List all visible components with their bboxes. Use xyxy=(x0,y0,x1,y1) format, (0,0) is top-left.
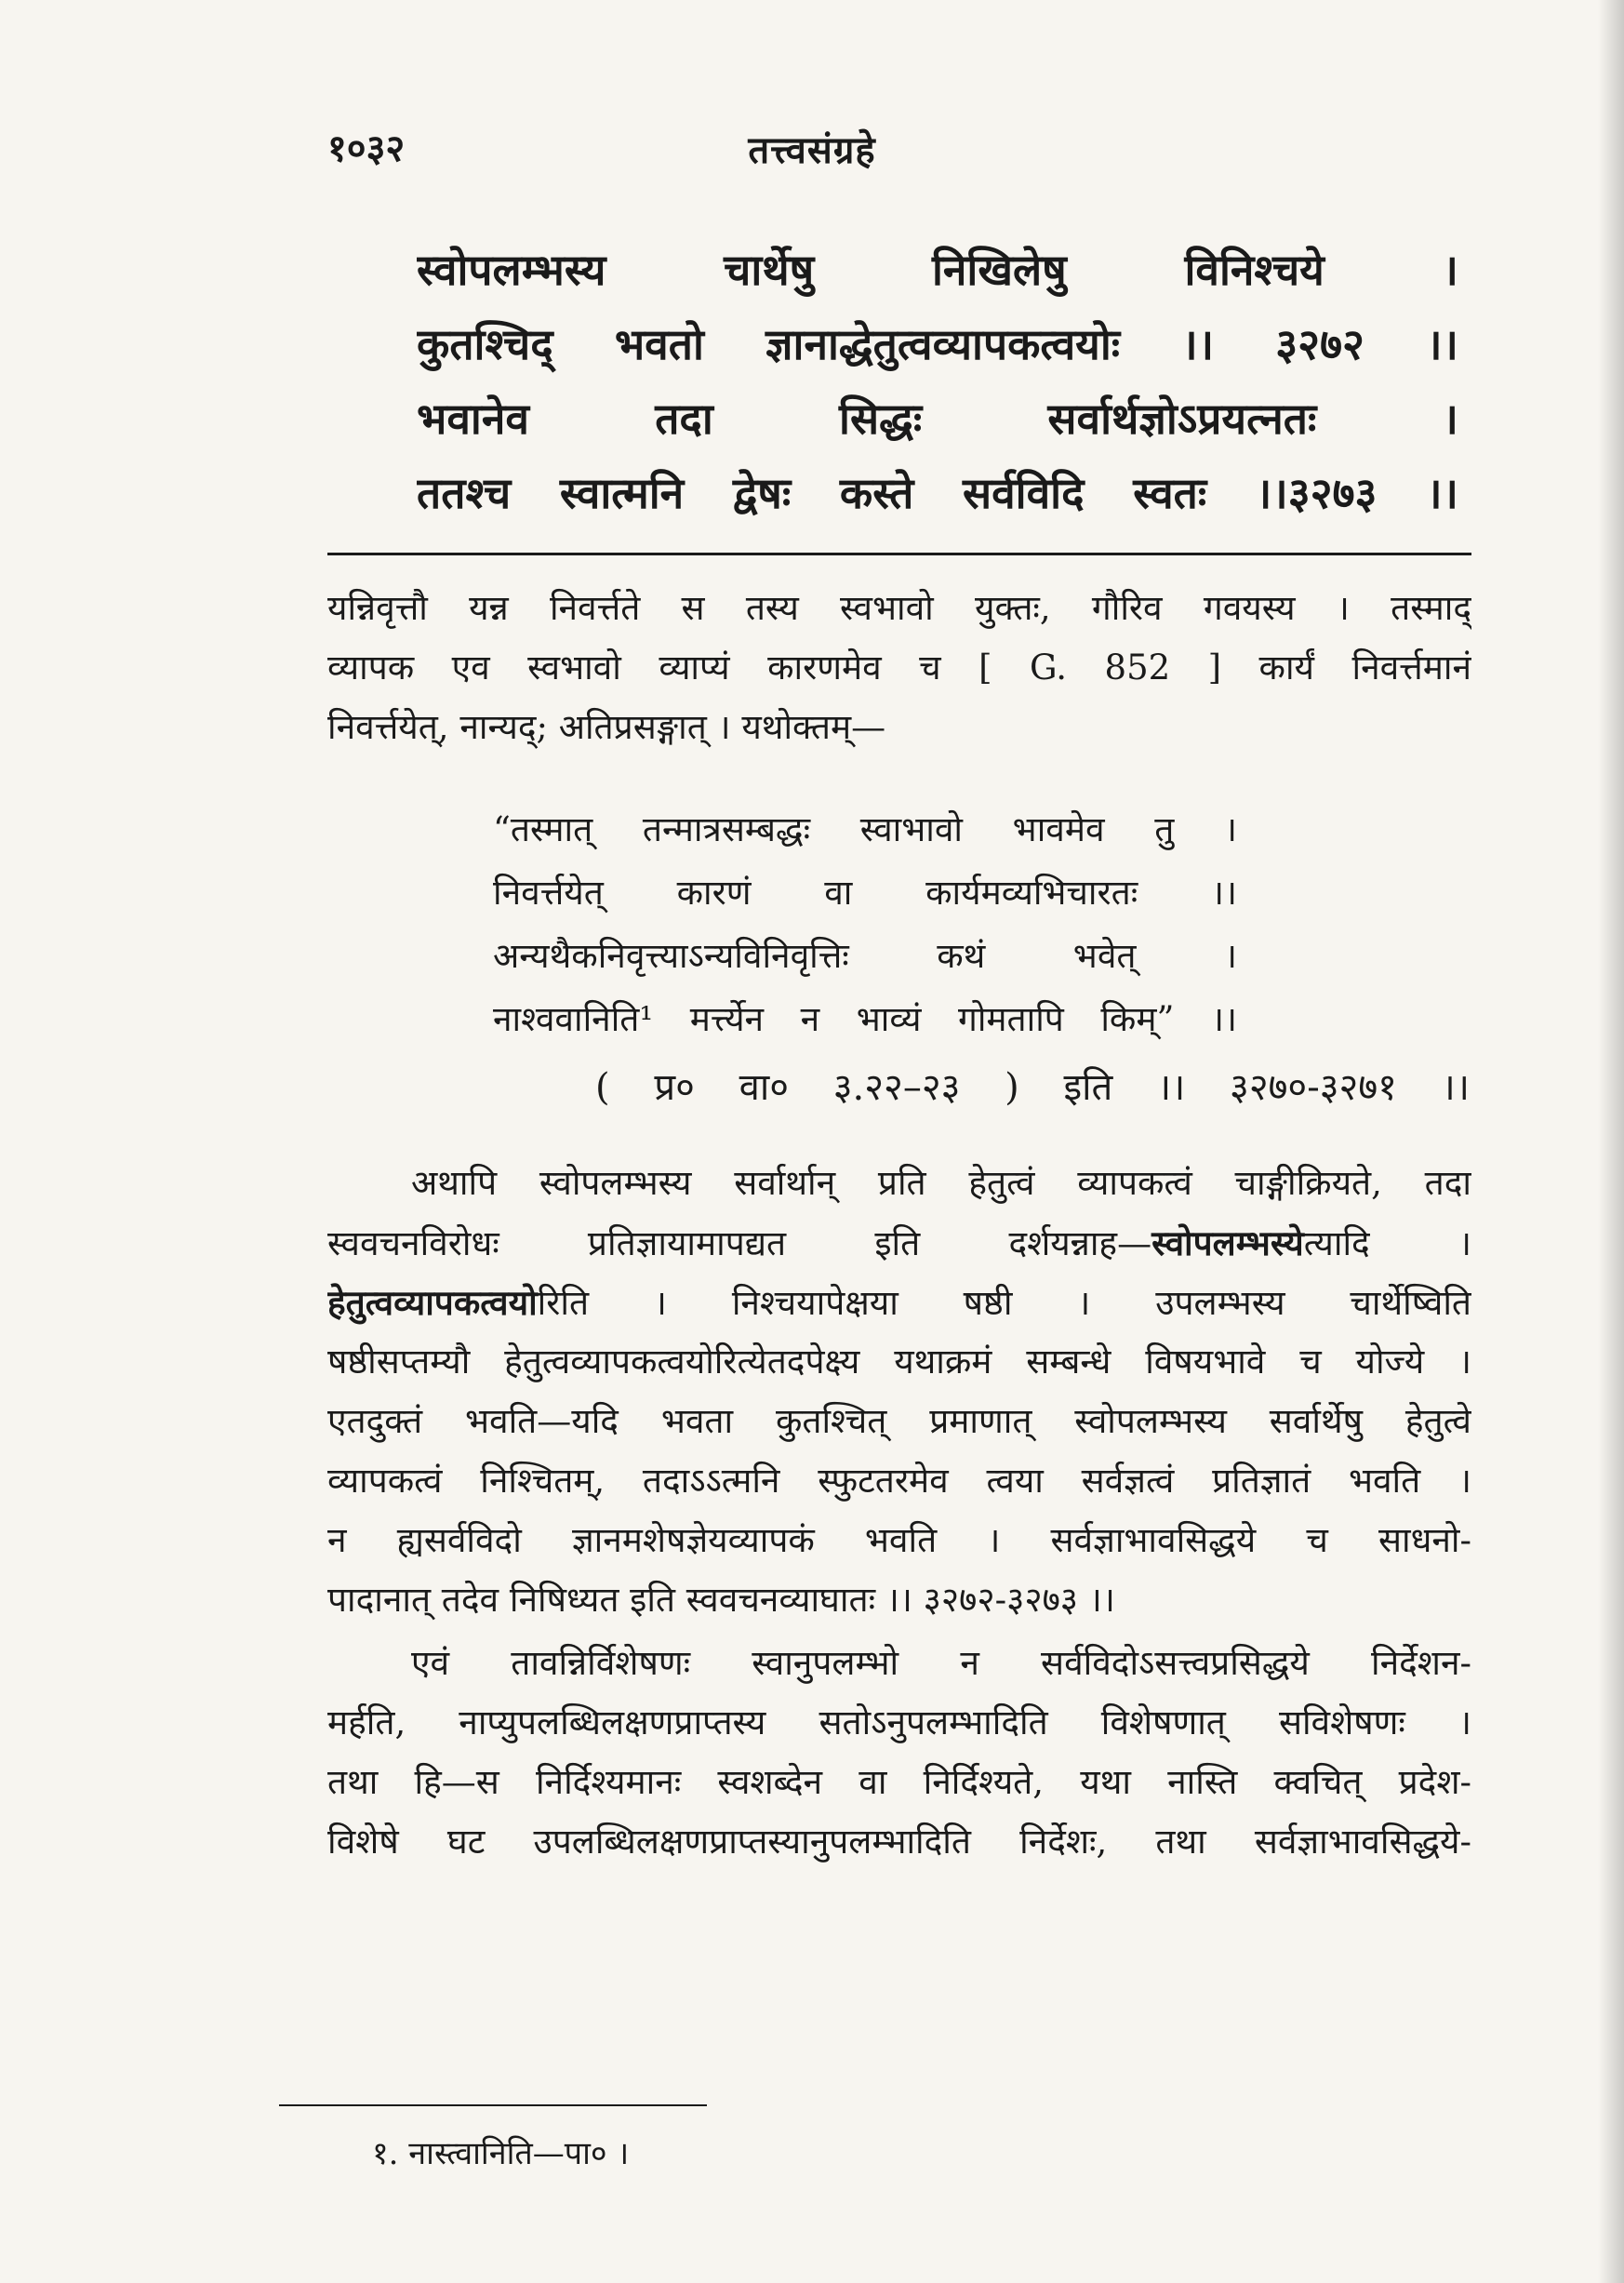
commentary-paragraph-3 xyxy=(327,1634,1471,1872)
commentary-line: तथा हि—स निर्दिश्यमानः स्वशब्देन वा निर्दिश्यते, यथा नास्ति क्वचित् प्रदेश- xyxy=(327,1762,1471,1802)
commentary-line: मर्हति, नाप्युपलब्धिलक्षणप्राप्तस्य सतोऽनुपलम्भादिति विशेषणात् सविशेषणः । xyxy=(327,1702,1471,1742)
page-number: १०३२ xyxy=(327,127,406,170)
commentary-line: षष्ठीसप्तम्यौ हेतुत्वव्यापकत्वयोरित्येतदपेक्ष्य यथाक्रमं सम्बन्धे विषयभावे च योज्ये । xyxy=(327,1342,1471,1382)
quote-line: नाश्ववानिति¹ मर्त्त्येन न भाव्यं गोमतापि किम्” ।। xyxy=(493,999,1237,1039)
quote-reference: ( प्र० वा० ३.२२–२३ ) इति ।। ३२७०-३२७१ ।। xyxy=(595,1066,1470,1109)
commentary-paragraph-2 xyxy=(327,1154,1471,1630)
footnote-divider xyxy=(279,2104,707,2106)
verse-line: स्वोपलम्भस्य चार्थेषु निखिलेषु विनिश्चये । xyxy=(417,245,1458,295)
lemma: स्वोपलम्भस्ये xyxy=(1151,1222,1304,1263)
commentary-line: अथापि स्वोपलम्भस्य सर्वार्थान् प्रति हेतुत्वं व्यापकत्वं चाङ्गीक्रियते, तदा xyxy=(411,1163,1471,1203)
commentary-line: व्यापकत्वं निश्चितम्, तदाऽऽत्मनि स्फुटतरमेव त्वया सर्वज्ञत्वं प्रतिज्ञातं भवति । xyxy=(327,1461,1471,1501)
commentary-line: न ह्यसर्वविदो ज्ञानमशेषज्ञेयव्यापकं भवति । सर्वज्ञाभावसिद्धये च साधनो- xyxy=(327,1520,1471,1560)
commentary-line: यन्निवृत्तौ यन्न निवर्त्तते स तस्य स्वभावो युक्तः, गौरिव गवयस्य । तस्माद् xyxy=(327,588,1471,628)
verse-line: कुतश्चिद् भवतो ज्ञानाद्धेतुत्वव्यापकत्वयोः ।। ३२७२ ।। xyxy=(417,319,1458,369)
commentary-line: विशेषे घट उपलब्धिलक्षणप्राप्तस्यानुपलम्भादिति निर्देशः, तथा सर्वज्ञाभावसिद्धये- xyxy=(327,1822,1471,1862)
footnote: १. नास्त्वानिति—पा० । xyxy=(372,2135,630,2172)
commentary-line: हेतुत्वव्यापकत्वयोरिति । निश्चयापेक्षया षष्ठी । उपलम्भस्य चार्थेष्विति xyxy=(327,1282,1471,1323)
verse-line: भवानेव तदा सिद्धः सर्वार्थज्ञोऽप्रयत्नतः । xyxy=(417,394,1458,444)
running-head: तत्त्वसंग्रहे xyxy=(748,128,876,172)
commentary-line: एतदुक्तं भवति—यदि भवता कुतश्चित् प्रमाणात् स्वोपलम्भस्य सर्वार्थेषु हेतुत्वे xyxy=(327,1401,1471,1441)
quote-line: अन्यथैकनिवृत्त्याऽन्यविनिवृत्तिः कथं भवेत् । xyxy=(493,936,1237,976)
commentary-line: निवर्त्तयेत्, नान्यद्; अतिप्रसङ्गात् । यथोक्तम्— xyxy=(327,707,886,747)
commentary-paragraph-1 xyxy=(327,579,1471,757)
lemma: हेतुत्वव्यापकत्वयो xyxy=(327,1282,538,1323)
verse-line: ततश्च स्वात्मनि द्वेषः कस्ते सर्वविदि स्वतः ।।३२७३ ।। xyxy=(417,468,1458,518)
verse-divider xyxy=(327,553,1471,555)
quoted-verse xyxy=(493,798,1237,1051)
quote-line: निवर्त्तयेत् कारणं वा कार्यमव्यभिचारतः ।। xyxy=(493,873,1237,913)
commentary-line: व्यापक एव स्वभावो व्याप्यं कारणमेव च [ G. 852 ] कार्यं निवर्त्तमानं xyxy=(327,648,1471,688)
quote-line: “तस्मात् तन्मात्रसम्बद्धः स्वाभावो भावमेव तु । xyxy=(493,809,1237,849)
verse-block xyxy=(417,233,1458,530)
commentary-line: एवं तावन्निर्विशेषणः स्वानुपलम्भो न सर्वविदोऽसत्त्वप्रसिद्धये निर्देशन- xyxy=(411,1643,1471,1683)
commentary-line: स्ववचनविरोधः प्रतिज्ञायामापद्यत इति दर्शयन्नाह—स्वोपलम्भस्येत्यादि । xyxy=(327,1222,1471,1263)
page-edge-shadow xyxy=(1598,0,1624,2283)
commentary-line: पादानात् तदेव निषिध्यत इति स्ववचनव्याघातः ।। ३२७२-३२७३ ।। xyxy=(327,1580,1115,1620)
